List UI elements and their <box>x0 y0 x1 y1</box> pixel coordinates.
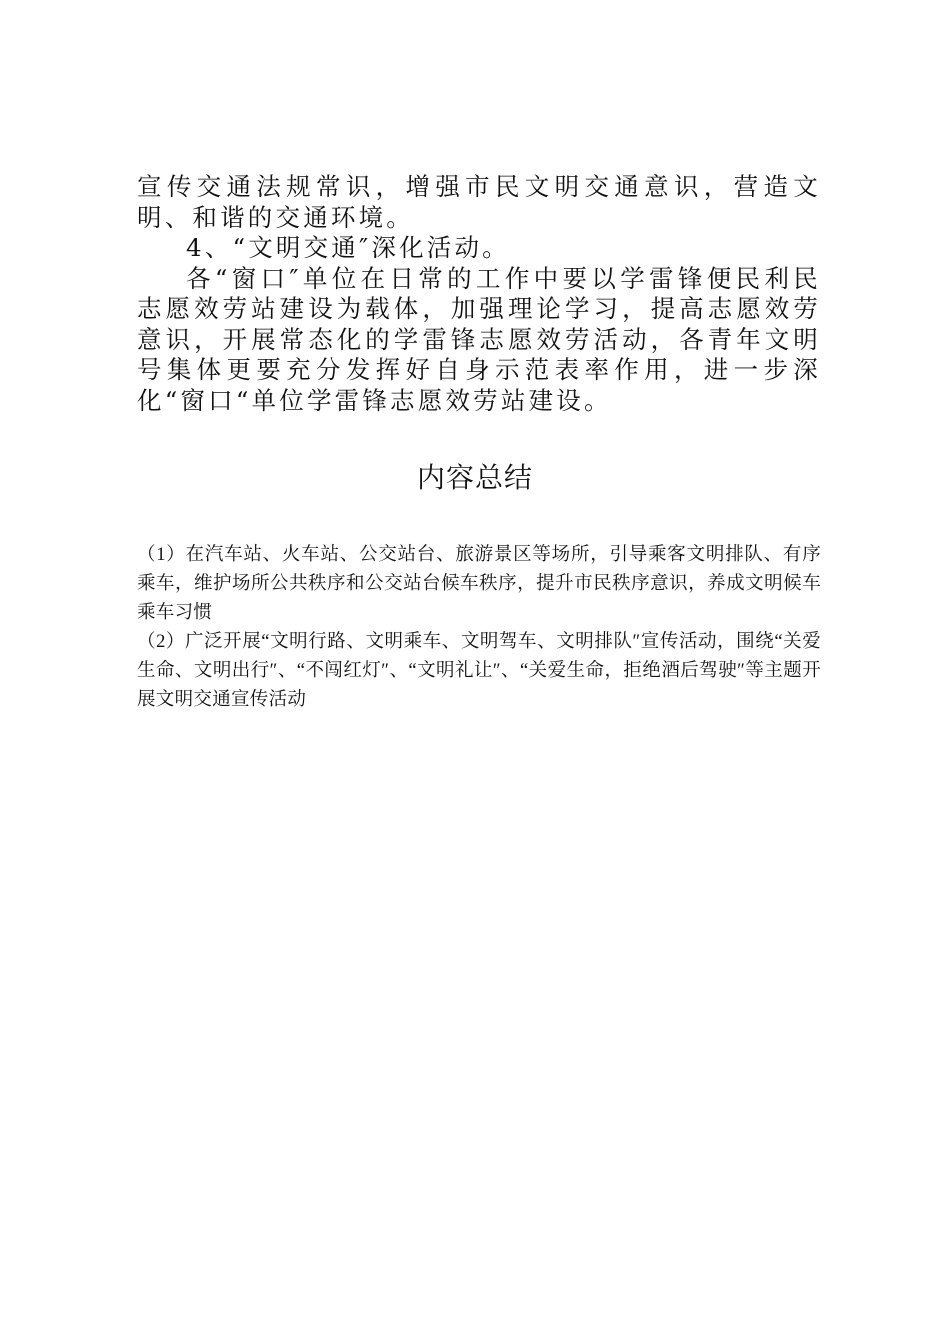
summary-section <box>137 541 821 715</box>
paragraph: 各“窗口″单位在日常的工作中要以学雷锋便民利民志愿效劳站建设为载体，加强理论学习，提高志愿效劳意识，开展常态化的学雷锋志愿效劳活动，各青年文明号集体更要充分发挥好自身示范表率作用，进一步深化“窗口“单位学雷锋志愿效劳站建设。 <box>137 263 821 415</box>
body-text <box>137 172 821 416</box>
section-heading: 4、“文明交通″深化活动。 <box>186 233 510 262</box>
summary-title: 内容总结 <box>416 461 533 494</box>
paragraph-continuation: 宣传交通法规常识，增强市民文明交通意识，营造文明、和谐的交通环境。 <box>137 172 821 232</box>
summary-item: （1）在汽车站、火车站、公交站台、旅游景区等场所，引导乘客文明排队、有序乘车，维护场所公共秩序和公交站台候车秩序，提升市民秩序意识，养成文明候车乘车习惯 <box>137 545 821 623</box>
summary-item: （2）广泛开展“文明行路、文明乘车、文明驾车、文明排队″宣传活动，围绕“关爱生命、文明出行″、“不闯红灯″、“文明礼让″、“关爱生命，拒绝酒后驾驶″等主题开展文明交通宣传活动 <box>137 632 821 710</box>
